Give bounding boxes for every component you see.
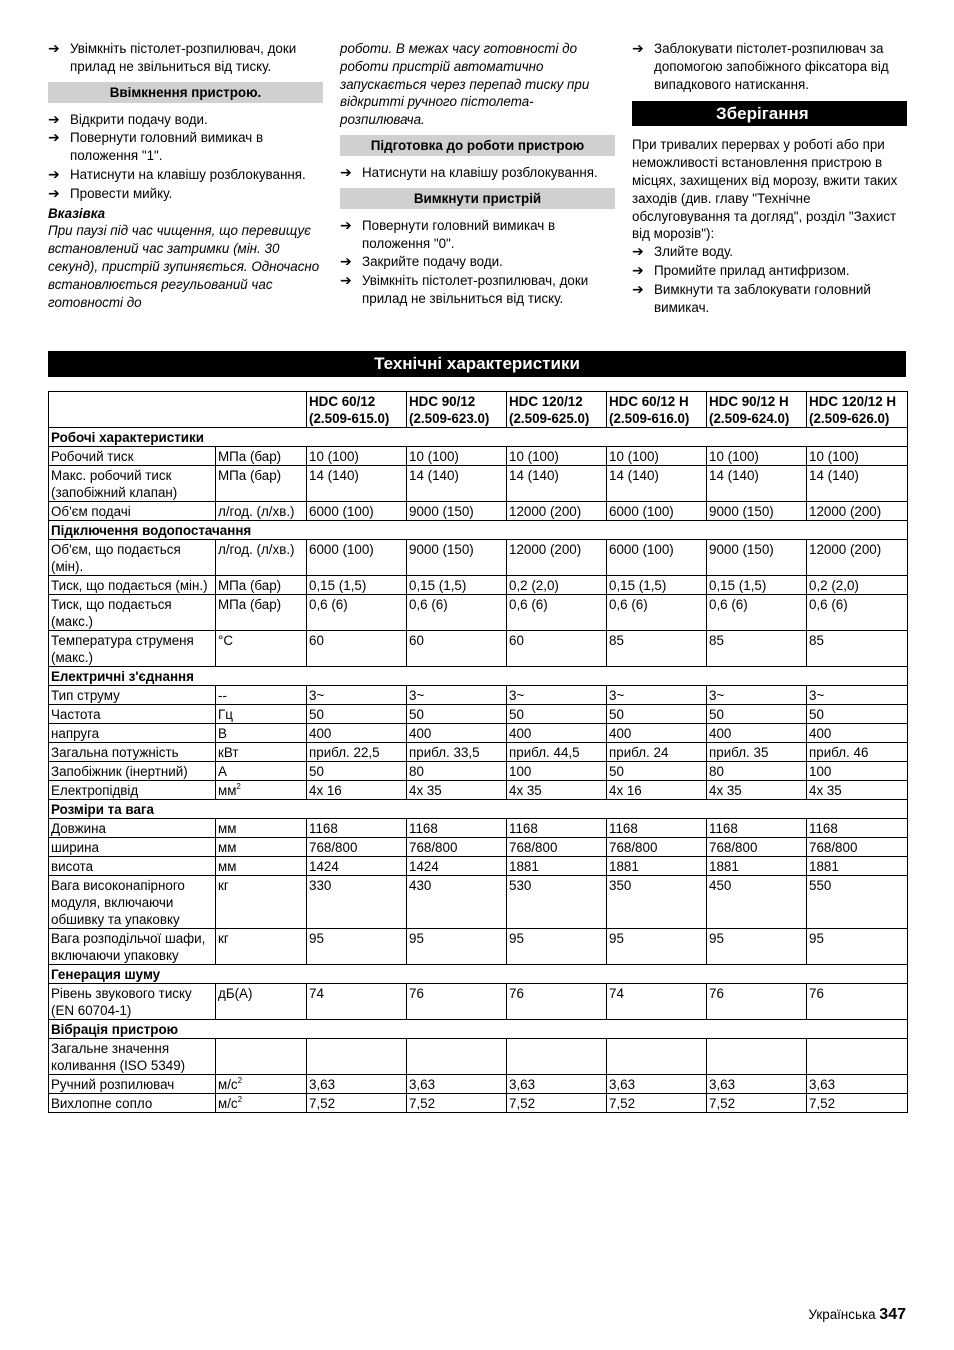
specifications-table [48, 391, 908, 1113]
value-cell: прибл. 33,5 [407, 743, 507, 762]
value-cell: 0,6 (6) [607, 595, 707, 631]
value-cell: 14 (140) [507, 466, 607, 502]
table-row [49, 595, 908, 631]
unit-cell: л/год. (л/хв.) [216, 502, 307, 521]
table-row [49, 686, 908, 705]
model-header-cell: HDC 90/12 (2.509-623.0) [407, 392, 507, 428]
instruction-text: Вимкнути та заблокувати головний вимикач. [654, 281, 871, 315]
section-heading-cell: Генерация шуму [49, 965, 908, 984]
arrow-right-icon: ➔ [340, 272, 352, 289]
table-section-row [49, 1020, 908, 1039]
value-cell [707, 1039, 807, 1075]
value-cell: 95 [307, 929, 407, 965]
value-cell: 0,2 (2,0) [507, 576, 607, 595]
row-label-cell: Загальна потужність [49, 743, 216, 762]
value-cell: 3,63 [407, 1075, 507, 1094]
instruction-text: Злийте воду. [654, 244, 734, 260]
value-cell: 95 [807, 929, 908, 965]
unit-cell: мм [216, 838, 307, 857]
instruction-item [340, 217, 615, 253]
value-cell: 6000 (100) [607, 502, 707, 521]
value-cell: 0,15 (1,5) [407, 576, 507, 595]
model-header-cell: HDC 90/12 H (2.509-624.0) [707, 392, 807, 428]
row-label-cell: Тип струму [49, 686, 216, 705]
row-label-cell: Загальне значення коливання (ISO 5349) [49, 1039, 216, 1075]
table-row [49, 705, 908, 724]
value-cell: 7,52 [707, 1094, 807, 1113]
table-header-row [49, 392, 908, 428]
value-cell: 12000 (200) [507, 540, 607, 576]
unit-cell: кг [216, 929, 307, 965]
arrow-right-icon: ➔ [48, 110, 60, 127]
table-row [49, 838, 908, 857]
value-cell: 3,63 [507, 1075, 607, 1094]
value-cell: 60 [407, 631, 507, 667]
page-number: 347 [879, 1306, 906, 1323]
value-cell: 50 [607, 762, 707, 781]
value-cell: 3,63 [607, 1075, 707, 1094]
value-cell: 1881 [607, 857, 707, 876]
row-label-cell: напруга [49, 724, 216, 743]
value-cell: 400 [807, 724, 908, 743]
value-cell: 3,63 [807, 1075, 908, 1094]
value-cell: 95 [707, 929, 807, 965]
table-row [49, 466, 908, 502]
value-cell: 350 [607, 876, 707, 929]
instruction-text: Провести мийку. [70, 185, 173, 201]
value-cell [807, 1039, 908, 1075]
table-section-row [49, 521, 908, 540]
unit-cell: А [216, 762, 307, 781]
instruction-item [632, 40, 907, 93]
row-label-cell: Вихлопне сопло [49, 1094, 216, 1113]
value-cell: 100 [807, 762, 908, 781]
value-cell: 4x 35 [507, 781, 607, 800]
instruction-text: Повернути головний вимикач в положення "1". [70, 130, 264, 164]
value-cell: 76 [807, 984, 908, 1020]
unit-cell: В [216, 724, 307, 743]
row-label-cell: Ручний розпилювач [49, 1075, 216, 1094]
instruction-text: Заблокувати пістолет-розпилювач за допомогою запобіжного фіксатора від випадкового натискання. [654, 41, 889, 92]
value-cell: 0,6 (6) [307, 595, 407, 631]
table-row [49, 1075, 908, 1094]
row-label-cell: Тиск, що подається (макс.) [49, 595, 216, 631]
section-heading-switch-on: Ввімкнення пристрою. [48, 82, 323, 103]
table-row [49, 857, 908, 876]
value-cell [607, 1039, 707, 1075]
table-section-row [49, 800, 908, 819]
section-heading-storage: Зберігання [632, 101, 907, 126]
value-cell: 10 (100) [507, 447, 607, 466]
value-cell: 85 [707, 631, 807, 667]
switch-off-steps [340, 217, 615, 308]
value-cell: 50 [607, 705, 707, 724]
value-cell: 74 [307, 984, 407, 1020]
row-label-cell: Вага високонапірного модуля, включаючи обшивку та упаковку [49, 876, 216, 929]
value-cell: 0,6 (6) [807, 595, 908, 631]
arrow-right-icon: ➔ [48, 129, 60, 146]
instruction-item [48, 111, 323, 129]
value-cell: прибл. 44,5 [507, 743, 607, 762]
value-cell: 1168 [407, 819, 507, 838]
superscript-2: 2 [236, 782, 241, 791]
value-cell: 3,63 [307, 1075, 407, 1094]
section-heading-cell: Робочі характеристики [49, 428, 908, 447]
value-cell: 76 [507, 984, 607, 1020]
column-2 [340, 40, 615, 309]
table-row [49, 447, 908, 466]
value-cell: 50 [807, 705, 908, 724]
table-row [49, 781, 908, 800]
table-row [49, 984, 908, 1020]
value-cell: 0,15 (1,5) [607, 576, 707, 595]
value-cell: 430 [407, 876, 507, 929]
value-cell: 80 [407, 762, 507, 781]
unit-cell: °C [216, 631, 307, 667]
table-row [49, 631, 908, 667]
instruction-item [632, 281, 907, 317]
instruction-text: Увімкніть пістолет-розпилювач, доки прилад не звільниться від тиску. [70, 41, 297, 74]
value-cell: 76 [407, 984, 507, 1020]
value-cell: 6000 (100) [607, 540, 707, 576]
value-cell: 6000 (100) [307, 540, 407, 576]
value-cell: 1881 [707, 857, 807, 876]
value-cell: 85 [607, 631, 707, 667]
value-cell: 768/800 [407, 838, 507, 857]
instruction-item [340, 272, 615, 308]
unit-cell: Гц [216, 705, 307, 724]
value-cell: 100 [507, 762, 607, 781]
value-cell: 9000 (150) [407, 502, 507, 521]
unit-cell: МПа (бар) [216, 576, 307, 595]
value-cell: 50 [307, 705, 407, 724]
value-cell: 400 [607, 724, 707, 743]
instruction-item [632, 243, 907, 261]
value-cell: 50 [707, 705, 807, 724]
value-cell: 0,15 (1,5) [307, 576, 407, 595]
value-cell: 10 (100) [807, 447, 908, 466]
instruction-item [340, 164, 615, 182]
value-cell: 768/800 [307, 838, 407, 857]
value-cell: 3~ [507, 686, 607, 705]
row-label-cell: Температура струменя (макс.) [49, 631, 216, 667]
table-section-row [49, 965, 908, 984]
value-cell: 12000 (200) [807, 540, 908, 576]
row-label-cell: Рівень звукового тиску (EN 60704-1) [49, 984, 216, 1020]
unit-cell: МПа (бар) [216, 595, 307, 631]
row-label-cell: Тиск, що подається (мін.) [49, 576, 216, 595]
value-cell: прибл. 24 [607, 743, 707, 762]
instruction-item [340, 253, 615, 271]
section-heading-preparation: Підготовка до роботи пристрою [340, 135, 615, 156]
value-cell: 14 (140) [707, 466, 807, 502]
unit-cell [216, 1039, 307, 1075]
value-cell: 14 (140) [407, 466, 507, 502]
unit-cell: мм [216, 857, 307, 876]
storage-steps [632, 243, 907, 316]
value-cell: 4x 35 [407, 781, 507, 800]
instruction-item [632, 262, 907, 280]
unit-cell: л/год. (л/хв.) [216, 540, 307, 576]
value-cell: 1881 [807, 857, 908, 876]
value-cell: 0,6 (6) [707, 595, 807, 631]
arrow-right-icon: ➔ [632, 243, 644, 260]
row-label-cell: Об'єм подачі [49, 502, 216, 521]
instruction-item [48, 166, 323, 184]
note-continuation: роботи. В межах часу готовності до роботи пристрій автоматично запускається через перепад тиску при відкритті ручного пістолета-розпилювача. [340, 41, 590, 128]
value-cell: 400 [507, 724, 607, 743]
value-cell: 50 [507, 705, 607, 724]
value-cell: 0,6 (6) [407, 595, 507, 631]
instruction-text: Відкрити подачу води. [70, 111, 208, 127]
table-row [49, 1039, 908, 1075]
value-cell: 3~ [307, 686, 407, 705]
value-cell: 4x 35 [807, 781, 908, 800]
value-cell: 95 [407, 929, 507, 965]
note-title: Вказівка [48, 205, 106, 221]
row-label-cell: Електропідвід [49, 781, 216, 800]
unit-cell: мм [216, 819, 307, 838]
value-cell: 14 (140) [307, 466, 407, 502]
unit-cell: МПа (бар) [216, 466, 307, 502]
value-cell: 1168 [707, 819, 807, 838]
value-cell: 7,52 [507, 1094, 607, 1113]
value-cell: 4x 16 [607, 781, 707, 800]
model-header-cell: HDC 60/12 (2.509-615.0) [307, 392, 407, 428]
row-label-cell: Об'єм, що подається (мін). [49, 540, 216, 576]
section-heading-cell: Підключення водопостачання [49, 521, 908, 540]
arrow-right-icon: ➔ [340, 163, 352, 180]
value-cell: 0,2 (2,0) [807, 576, 908, 595]
arrow-right-icon: ➔ [48, 184, 60, 201]
section-heading-cell: Вібрація пристрою [49, 1020, 908, 1039]
value-cell: 80 [707, 762, 807, 781]
instruction-text: Натиснути на клавішу розблокування. [362, 164, 598, 180]
value-cell: 60 [507, 631, 607, 667]
table-row [49, 762, 908, 781]
value-cell: 768/800 [707, 838, 807, 857]
table-row [49, 576, 908, 595]
value-cell: 1168 [507, 819, 607, 838]
instruction-text: Повернути головний вимикач в положення "0". [362, 217, 556, 251]
value-cell: 400 [407, 724, 507, 743]
value-cell: 10 (100) [707, 447, 807, 466]
value-cell: 400 [307, 724, 407, 743]
table-section-row [49, 428, 908, 447]
arrow-right-icon: ➔ [632, 40, 644, 56]
value-cell: 12000 (200) [507, 502, 607, 521]
arrow-right-icon: ➔ [340, 253, 352, 270]
unit-cell: кВт [216, 743, 307, 762]
superscript-2: 2 [237, 1076, 243, 1085]
value-cell: 9000 (150) [707, 502, 807, 521]
value-cell: 768/800 [507, 838, 607, 857]
value-cell: прибл. 46 [807, 743, 908, 762]
row-label-cell: Запобіжник (інертний) [49, 762, 216, 781]
value-cell: прибл. 22,5 [307, 743, 407, 762]
instruction-item [48, 185, 323, 203]
preparation-steps [340, 164, 615, 182]
value-cell: 3~ [407, 686, 507, 705]
value-cell: 4x 35 [707, 781, 807, 800]
value-cell: 0,15 (1,5) [707, 576, 807, 595]
table-row [49, 502, 908, 521]
table-row [49, 929, 908, 965]
switch-on-steps [48, 111, 323, 203]
model-header-cell: HDC 60/12 H (2.509-616.0) [607, 392, 707, 428]
instruction-text: Натиснути на клавішу розблокування. [70, 166, 306, 182]
unit-cell: кг [216, 876, 307, 929]
value-cell: 1881 [507, 857, 607, 876]
table-row [49, 1094, 908, 1113]
technical-data-heading: Технічні характеристики [48, 351, 906, 377]
value-cell [407, 1039, 507, 1075]
table-row [49, 876, 908, 929]
value-cell: 10 (100) [307, 447, 407, 466]
arrow-right-icon: ➔ [48, 40, 60, 56]
value-cell [307, 1039, 407, 1075]
value-cell: 3~ [807, 686, 908, 705]
value-cell: 85 [807, 631, 908, 667]
value-cell: 450 [707, 876, 807, 929]
row-label-cell: Вага розподільчої шафи, включаючи упаковку [49, 929, 216, 965]
value-cell: 330 [307, 876, 407, 929]
note-text: При паузі під час чищення, що перевищує встановлений час затримки (мін. 30 секунд), пристрій зупиняється. Одночасно встановлюється регульований час готовності до [48, 223, 320, 310]
value-cell: 3~ [707, 686, 807, 705]
arrow-right-icon: ➔ [340, 216, 352, 233]
value-cell: 74 [607, 984, 707, 1020]
unit-cell: МПа (бар) [216, 447, 307, 466]
table-row [49, 743, 908, 762]
value-cell: 4x 16 [307, 781, 407, 800]
row-label-cell: Робочий тиск [49, 447, 216, 466]
value-cell: 14 (140) [607, 466, 707, 502]
arrow-right-icon: ➔ [632, 280, 644, 297]
instruction-text: Увімкніть пістолет-розпилювач, доки прилад не звільниться від тиску. [362, 273, 589, 306]
value-cell: 7,52 [307, 1094, 407, 1113]
unit-cell: $м/с^2$ [216, 1075, 307, 1094]
superscript-2: 2 [237, 1095, 243, 1104]
table-row [49, 819, 908, 838]
value-cell: 0,6 (6) [507, 595, 607, 631]
value-cell: 1168 [307, 819, 407, 838]
value-cell [507, 1039, 607, 1075]
value-cell: 530 [507, 876, 607, 929]
value-cell: 400 [707, 724, 807, 743]
value-cell: 7,52 [407, 1094, 507, 1113]
unit-cell: дБ(А) [216, 984, 307, 1020]
storage-text: При тривалих перервах у роботі або при неможливості встановлення пристрою в місцях, захищених від морозу, вжити таких заходів (див. главу "Технічне обслуговування та догляд", розділ "Захист від морозів"): [632, 137, 898, 242]
value-cell: 95 [507, 929, 607, 965]
value-cell: 1168 [807, 819, 908, 838]
value-cell: 1424 [407, 857, 507, 876]
value-cell: 7,52 [607, 1094, 707, 1113]
column-3 [632, 40, 907, 317]
value-cell: 7,52 [807, 1094, 908, 1113]
value-cell: 768/800 [607, 838, 707, 857]
value-cell: 60 [307, 631, 407, 667]
value-cell: 3~ [607, 686, 707, 705]
value-cell: 12000 (200) [807, 502, 908, 521]
value-cell: 1424 [307, 857, 407, 876]
unit-cell: $мм^2$ [216, 781, 307, 800]
header-empty-cell [49, 392, 307, 428]
unit-cell: -- [216, 686, 307, 705]
value-cell: 9000 (150) [407, 540, 507, 576]
table-section-row [49, 667, 908, 686]
value-cell: прибл. 35 [707, 743, 807, 762]
instruction-text: Закрийте подачу води. [362, 254, 503, 270]
arrow-right-icon: ➔ [48, 165, 60, 182]
value-cell: 76 [707, 984, 807, 1020]
value-cell: 10 (100) [407, 447, 507, 466]
row-label-cell: Частота [49, 705, 216, 724]
value-cell: 3,63 [707, 1075, 807, 1094]
value-cell: 50 [307, 762, 407, 781]
value-cell: 9000 (150) [707, 540, 807, 576]
row-label-cell: ширина [49, 838, 216, 857]
unit-cell: $м/с^2$ [216, 1094, 307, 1113]
value-cell: 550 [807, 876, 908, 929]
arrow-right-icon: ➔ [632, 261, 644, 278]
column-1 [48, 40, 323, 311]
table-row [49, 724, 908, 743]
instruction-item [48, 129, 323, 165]
model-header-cell: HDC 120/12 (2.509-625.0) [507, 392, 607, 428]
value-cell: 95 [607, 929, 707, 965]
value-cell: 50 [407, 705, 507, 724]
value-cell: 1168 [607, 819, 707, 838]
instruction-item [48, 40, 323, 76]
footer-language: Українська [808, 1307, 876, 1322]
model-header-cell: HDC 120/12 H (2.509-626.0) [807, 392, 908, 428]
section-heading-cell: Розміри та вага [49, 800, 908, 819]
value-cell: 768/800 [807, 838, 908, 857]
instruction-text: Промийте прилад антифризом. [654, 262, 850, 278]
value-cell: 14 (140) [807, 466, 908, 502]
section-heading-cell: Електричні з'єднання [49, 667, 908, 686]
page-footer [809, 1306, 906, 1324]
row-label-cell: Довжина [49, 819, 216, 838]
value-cell: 6000 (100) [307, 502, 407, 521]
row-label-cell: Макс. робочий тиск (запобіжний клапан) [49, 466, 216, 502]
table-row [49, 540, 908, 576]
row-label-cell: висота [49, 857, 216, 876]
value-cell: 10 (100) [607, 447, 707, 466]
section-heading-switch-off: Вимкнути пристрій [340, 188, 615, 209]
